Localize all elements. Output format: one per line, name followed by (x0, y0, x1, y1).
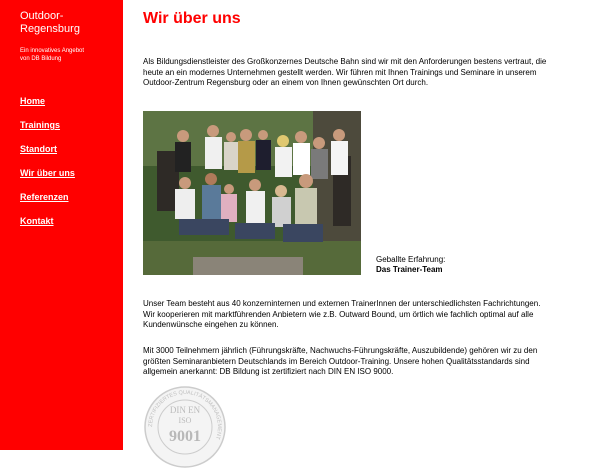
intro-paragraph: Als Bildungsdienstleister des Großkonzernes Deutsche Bahn sind wir mit den Anforderungen bestens vertraut, die heute an ein modernes Unternehmen gestellt werden. Wir führen mit Ihnen Trainings und Seminare in unserem Outdoor-Zentrum Regensburg oder an einem von Ihnen gewünschten Ort durch. (143, 57, 547, 87)
seal-ring-text: ZERTIFIZIERTES QUALITÄTSMANAGEMENT (147, 389, 223, 441)
brand-name (20, 10, 120, 36)
brand-tagline (20, 47, 120, 63)
nav-link-home[interactable]: Home (20, 96, 46, 106)
nav-item-standort (20, 139, 75, 163)
nav-item-home (20, 91, 75, 115)
nav-link-referenzen[interactable]: Referenzen (20, 192, 69, 202)
seal-line3: 9001 (169, 428, 201, 445)
photo-caption-line1: Geballte Erfahrung: (376, 255, 446, 264)
page-title: Wir über uns (143, 10, 241, 27)
brand-name-line2: Regensburg (20, 23, 80, 35)
nav-item-referenzen (20, 187, 75, 211)
nav-item-trainings (20, 115, 75, 139)
nav-link-kontakt[interactable]: Kontakt (20, 216, 54, 226)
brand-name-line1: Outdoor- (20, 10, 64, 22)
sidebar (0, 0, 123, 450)
nav-link-standort[interactable]: Standort (20, 144, 57, 154)
brand-tagline-line1: Ein innovatives Angebot (20, 48, 85, 54)
trainer-team-photo (143, 111, 361, 275)
photo-caption-title: Das Trainer-Team (376, 265, 443, 274)
iso-certification-seal (143, 385, 227, 469)
photo-caption-line2 (376, 265, 445, 275)
seal-line2: ISO (178, 416, 192, 425)
seal-line1: DIN EN (169, 405, 201, 415)
photo-caption (376, 255, 445, 275)
nav-item-kontakt (20, 211, 75, 235)
main-navigation (20, 91, 75, 235)
nav-link-trainings[interactable]: Trainings (20, 120, 61, 130)
team-paragraph: Unser Team besteht aus 40 konzerninternen und externen TrainerInnen der unterschiedlichsten Fachrichtungen. Wir kooperieren mit marktführenden Anbietern wie z.B. Outward Bound, um örtlich wie fachlich optimal auf alle Kundenwünsche eingehen zu können. (143, 299, 541, 329)
brand-tagline-line2: von DB Bildung (20, 56, 62, 62)
nav-item-wir-ueber-uns (20, 163, 75, 187)
stats-paragraph: Mit 3000 Teilnehmern jährlich (Führungskräfte, Nachwuchs-Führungskräfte, Auszubildende) gehören wir zu den größten Seminaranbietern Deutschlands im Bereich Outdoor-Training. Unsere hohen Qualitätsstandards sind allgemein anerkannt: DB Bildung ist zertifiziert nach DIN EN ISO 9000. (143, 346, 538, 376)
nav-link-wir-ueber-uns[interactable]: Wir über uns (20, 168, 75, 178)
